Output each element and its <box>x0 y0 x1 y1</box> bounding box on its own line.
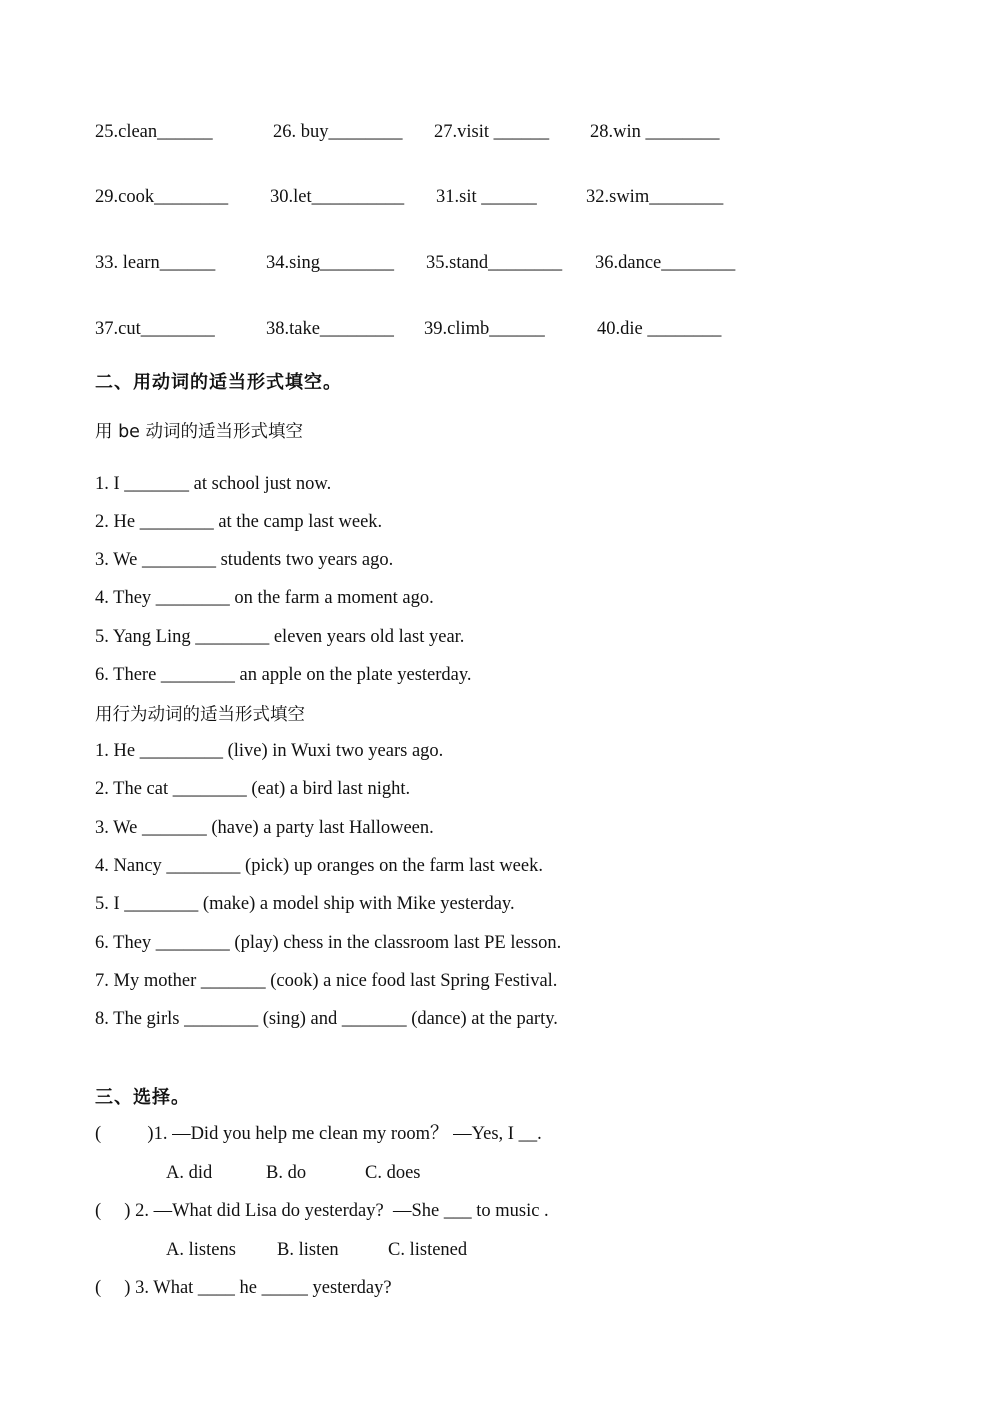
verb-item: 5. I ________ (make) a model ship with Mike yesterday. <box>95 894 515 914</box>
verb-item: 8. The girls ________ (sing) and _______ (dance) at the party. <box>95 1009 558 1029</box>
vocab-item: 35.stand________ <box>426 253 563 273</box>
section3-title: 三、选择。 <box>95 1087 190 1108</box>
verb-heading: 用行为动词的适当形式填空 <box>95 705 305 725</box>
vocab-item: 36.dance________ <box>595 253 736 273</box>
verb-item: 6. They ________ (play) chess in the classroom last PE lesson. <box>95 933 562 953</box>
vocab-item: 39.climb______ <box>424 319 545 339</box>
vocab-item: 29.cook________ <box>95 187 229 207</box>
section2-title: 二、用动词的适当形式填空。 <box>95 372 342 393</box>
vocab-item: 26. buy________ <box>273 122 403 142</box>
vocab-item: 37.cut________ <box>95 319 215 339</box>
q2-option-a: A. listens <box>166 1240 236 1260</box>
question-2: ( ) 2. —What did Lisa do yesterday? —She ___ to music . <box>95 1201 549 1221</box>
be-item: 5. Yang Ling ________ eleven years old last year. <box>95 627 465 647</box>
question-1: ( )1. —Did you help me clean my room？ —Yes, I __. <box>95 1124 542 1144</box>
vocab-item: 30.let__________ <box>270 187 405 207</box>
be-item: 2. He ________ at the camp last week. <box>95 512 383 532</box>
verb-item: 7. My mother _______ (cook) a nice food last Spring Festival. <box>95 971 558 991</box>
vocab-item: 33. learn______ <box>95 253 216 273</box>
be-item: 3. We ________ students two years ago. <box>95 550 394 570</box>
question-3: ( ) 3. What ____ he _____ yesterday? <box>95 1278 392 1298</box>
be-item: 6. There ________ an apple on the plate yesterday. <box>95 665 472 685</box>
q1-option-c: C. does <box>365 1163 421 1183</box>
vocab-item: 28.win ________ <box>590 122 720 142</box>
vocab-item: 40.die ________ <box>597 319 722 339</box>
q2-option-b: B. listen <box>277 1240 339 1260</box>
vocab-item: 32.swim________ <box>586 187 724 207</box>
vocab-item: 27.visit ______ <box>434 122 550 142</box>
vocab-item: 31.sit ______ <box>436 187 537 207</box>
verb-item: 2. The cat ________ (eat) a bird last night. <box>95 779 411 799</box>
verb-item: 1. He _________ (live) in Wuxi two years ago. <box>95 741 444 761</box>
vocab-item: 38.take________ <box>266 319 394 339</box>
verb-item: 4. Nancy ________ (pick) up oranges on the farm last week. <box>95 856 543 876</box>
be-heading: 用 be 动词的适当形式填空 <box>95 422 303 442</box>
q2-option-c: C. listened <box>388 1240 468 1260</box>
vocab-item: 25.clean______ <box>95 122 213 142</box>
q1-option-a: A. did <box>166 1163 213 1183</box>
q1-option-b: B. do <box>266 1163 307 1183</box>
be-item: 4. They ________ on the farm a moment ago. <box>95 588 434 608</box>
vocab-item: 34.sing________ <box>266 253 394 273</box>
be-item: 1. I _______ at school just now. <box>95 474 332 494</box>
verb-item: 3. We _______ (have) a party last Halloween. <box>95 818 434 838</box>
